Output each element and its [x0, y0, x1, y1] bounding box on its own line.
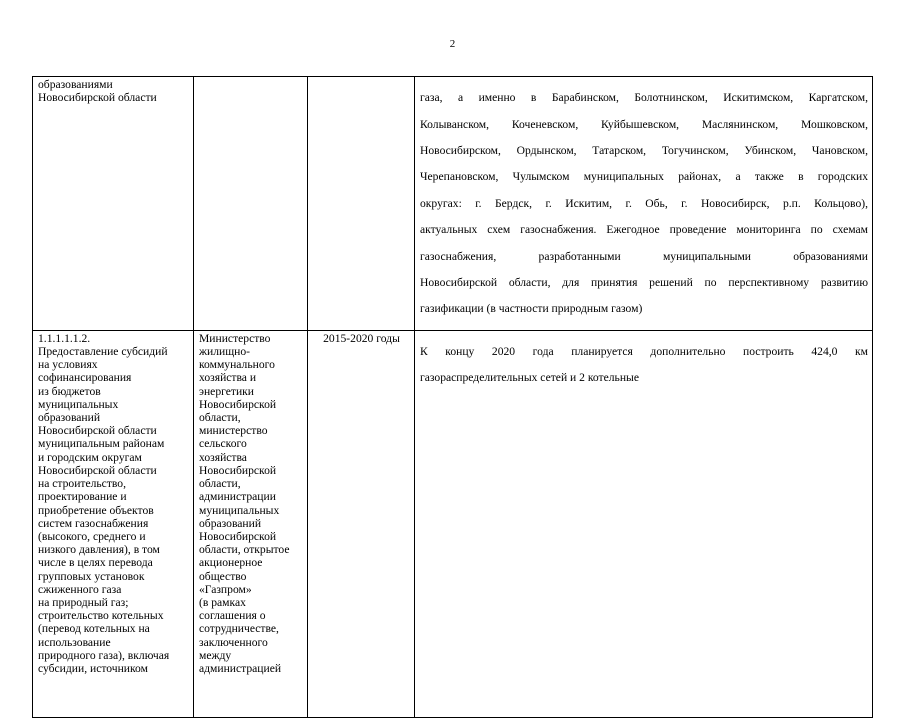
table-row — [33, 330, 873, 717]
text-line: газификации (в частности природным газом) — [420, 302, 643, 316]
text-line: газораспределительных сетей и 2 котельные — [420, 371, 639, 385]
executor-cell: Министерство жилищно- коммунального хозяйства и энергетики Новосибирской области, министерство сельского хозяйства Новосибирской области, администрации муниципальных образований Новосибирской области, открытое акционерное общество «Газпром» (в рамках соглашения о сотрудничестве, заключенного между администрацией — [194, 330, 308, 717]
text-line: актуальных схем газоснабжения. Ежегодное проведение мониторинга по схемам — [420, 223, 868, 237]
expected-result-cell — [415, 77, 873, 331]
expected-result-cell — [415, 330, 873, 717]
measure-name-cell: 1.1.1.1.1.2. Предоставление субсидий на условиях софинансирования из бюджетов муниципальных образований Новосибирской области муниципальным районам и городским округам Новосибирской области на строительство, проектирование и приобретение объектов систем газоснабжения (высокого, среднего и низкого давления), в том числе в целях перевода групповых установок сжиженного газа на природный газ; строительство котельных (перевод котельных на использование природного газа), включая субсидии, источником — [33, 330, 194, 717]
page-number: 2 — [449, 38, 456, 50]
executor-cell — [194, 77, 308, 331]
period-cell: 2015-2020 годы — [308, 330, 415, 717]
text-line: Новосибирском, Ордынском, Татарском, Тогучинском, Убинском, Чановском, — [420, 144, 868, 158]
table-row — [33, 77, 873, 331]
program-table — [32, 76, 873, 718]
text-line: Черепановском, Чулымском муниципальных районах, а также в городских — [420, 170, 868, 184]
text-line: Новосибирской области, для принятия решений по перспективному развитию — [420, 276, 868, 290]
text-line: К концу 2020 года планируется дополнительно построить 424,0 км — [420, 345, 868, 359]
measure-name-cell: образованиями Новосибирской области — [33, 77, 194, 331]
text-line: Колыванском, Коченевском, Куйбышевском, Маслянинском, Мошковском, — [420, 117, 868, 131]
text-line: округах: г. Бердск, г. Искитим, г. Обь, г. Новосибирск, р.п. Кольцово), — [420, 196, 868, 210]
text-line: газоснабжения, разработанными муниципальными образованиями — [420, 249, 868, 263]
text-line: газа, а именно в Барабинском, Болотнинском, Искитимском, Каргатском, — [420, 91, 868, 105]
period-cell — [308, 77, 415, 331]
